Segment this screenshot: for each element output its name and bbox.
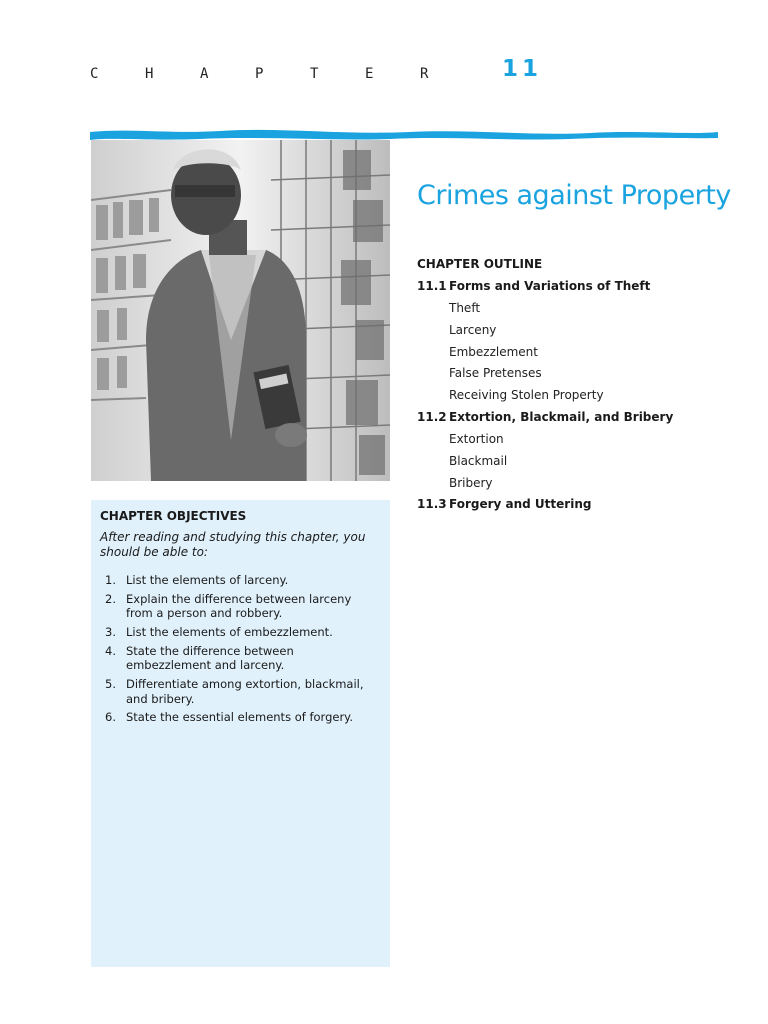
objective-item <box>100 677 380 706</box>
section-label: Forgery and Uttering <box>449 497 592 512</box>
objective-number: 3. <box>105 625 116 640</box>
outline-item: Receiving Stolen Property <box>449 388 604 403</box>
chapter-letter: E <box>365 66 374 82</box>
chapter-number: 11 <box>502 56 543 82</box>
outline-item: False Pretenses <box>449 366 542 381</box>
objective-item <box>100 573 380 588</box>
section-label: Forms and Variations of Theft <box>449 279 651 293</box>
section-number: 11.2 <box>417 409 447 424</box>
objective-item <box>100 710 380 725</box>
outline-section <box>417 278 747 300</box>
outline-section <box>417 409 747 431</box>
chapter-title: Crimes against Property <box>417 180 731 211</box>
outline-section <box>417 496 747 518</box>
outline-item: Blackmail <box>449 453 508 468</box>
objective-text: Differentiate among extortion, blackmail, and bribery. <box>126 677 364 706</box>
objective-text: State the essential elements of forgery. <box>126 710 353 725</box>
outline-item: Extortion <box>449 431 504 446</box>
outline-item: Theft <box>449 301 481 315</box>
objective-item <box>100 592 380 621</box>
objective-item <box>100 644 380 673</box>
outline-heading: CHAPTER OUTLINE <box>417 257 543 271</box>
objective-number: 2. <box>105 591 116 606</box>
chapter-letter: A <box>200 66 209 82</box>
chapter-label <box>90 66 475 82</box>
chapter-letter: R <box>420 66 429 82</box>
chapter-outline <box>417 256 747 518</box>
objective-text: List the elements of embezzlement. <box>126 625 333 640</box>
objective-text: Explain the difference between larceny from a person and robbery. <box>126 591 352 621</box>
objective-text: List the elements of larceny. <box>126 573 289 587</box>
objective-text: State the difference between embezzlement and larceny. <box>126 643 294 673</box>
objective-number: 6. <box>105 710 116 725</box>
chapter-objectives-box <box>91 500 390 967</box>
outline-item: Embezzlement <box>449 344 538 359</box>
objectives-intro: After reading and studying this chapter, you should be able to: <box>100 530 366 559</box>
chapter-letter: P <box>255 66 264 82</box>
shoplifter-illustration <box>91 140 390 481</box>
section-number: 11.3 <box>417 497 447 512</box>
chapter-letter: H <box>145 66 154 82</box>
chapter-letter: C <box>90 66 99 82</box>
objective-item <box>100 625 380 640</box>
outline-item: Bribery <box>449 475 493 490</box>
objectives-heading: CHAPTER OBJECTIVES <box>100 509 247 523</box>
objective-number: 4. <box>105 643 116 658</box>
objectives-list <box>100 573 380 729</box>
chapter-photo <box>91 140 390 481</box>
objective-number: 1. <box>105 573 116 587</box>
section-number: 11.1 <box>417 279 447 293</box>
chapter-letter: T <box>310 66 319 82</box>
section-label: Extortion, Blackmail, and Bribery <box>449 409 674 424</box>
objective-number: 5. <box>105 677 116 692</box>
outline-item: Larceny <box>449 322 497 337</box>
